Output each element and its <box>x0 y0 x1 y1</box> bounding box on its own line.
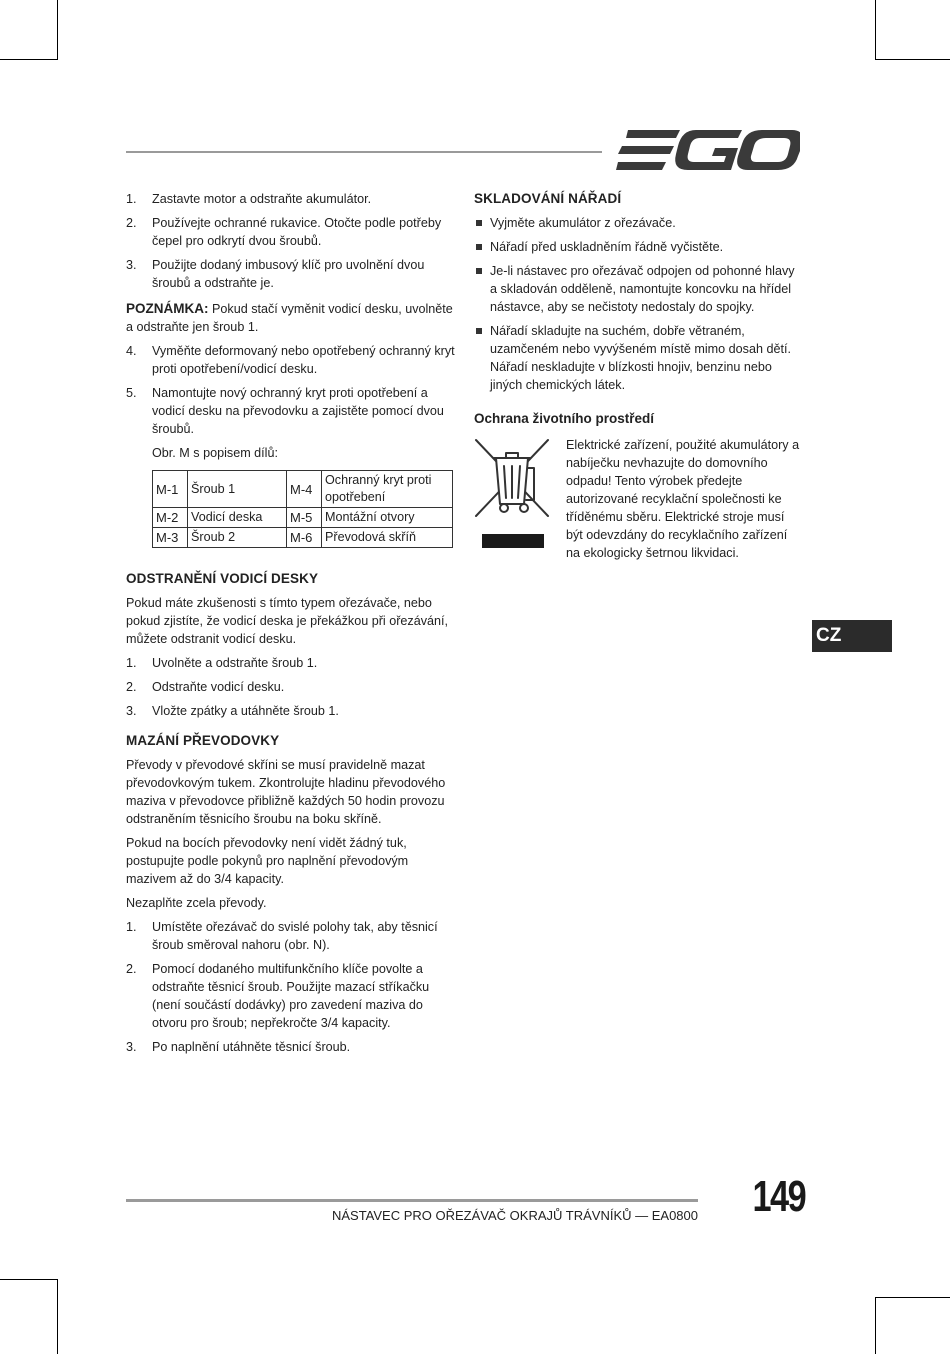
table-row <box>153 508 453 528</box>
crop-mark <box>875 59 950 60</box>
part-label: Převodová skříň <box>322 528 453 548</box>
crop-mark <box>0 59 58 60</box>
paragraph: Nezaplňte zcela převody. <box>126 896 267 910</box>
section-heading-storage: SKLADOVÁNÍ NÁŘADÍ <box>474 191 622 206</box>
list-item: 3. Po naplnění utáhněte těsnicí šroub. <box>126 1040 351 1054</box>
ego-logo <box>616 128 800 172</box>
part-code: M-5 <box>287 508 322 528</box>
crop-mark <box>57 0 58 60</box>
section-heading-environment: Ochrana životního prostředí <box>474 411 655 426</box>
list-item: 2. Pomocí dodaného multifunkčního klíče povolte a odstraňte těsnicí šroub. Použijte mazací stříkačku (není součástí dodávky) pro zavedení maziva do otvoru pro šroub; nepřekročte 3/4 kapacity. <box>126 962 430 1030</box>
part-label: Montážní otvory <box>322 508 453 528</box>
list-item: 2. Používejte ochranné rukavice. Otočte podle potřeby čepel pro odkrytí dvou šroubů. <box>126 216 442 248</box>
page-number: 149 <box>752 1172 806 1221</box>
note-label: POZNÁMKA: <box>126 301 209 316</box>
left-column <box>126 190 456 1062</box>
table-row <box>153 528 453 548</box>
list-item: Je-li nástavec pro ořezávač odpojen od pohonné hlavy a skladován odděleně, namontujte koncovku na hřídel nástavce, aby se nečistoty nedostaly do spojky. <box>474 262 800 316</box>
header-rule <box>126 151 602 153</box>
part-code: M-6 <box>287 528 322 548</box>
section-heading-gearbox-grease: MAZÁNÍ PŘEVODOVKY <box>126 733 280 748</box>
part-code: M-1 <box>153 471 188 508</box>
list-item: 1. Uvolněte a odstraňte šroub 1. <box>126 656 318 670</box>
list-item: Nářadí před uskladněním řádně vyčistěte. <box>474 238 800 256</box>
paragraph: Pokud máte zkušenosti s tímto typem ořezávače, nebo pokud zjistíte, že vodicí deska je překážkou při ořezávání, můžete odstranit vodicí desku. <box>126 596 449 646</box>
part-label: Vodicí deska <box>188 508 287 528</box>
part-label: Šroub 2 <box>188 528 287 548</box>
part-code: M-4 <box>287 471 322 508</box>
crop-mark <box>57 1279 58 1354</box>
part-label: Šroub 1 <box>188 471 287 508</box>
footer-title: NÁSTAVEC PRO OŘEZÁVAČ OKRAJŮ TRÁVNÍKŮ — EA0800 <box>331 1208 698 1223</box>
right-column <box>474 190 800 566</box>
figure-caption: Obr. M s popisem dílů: <box>152 446 278 460</box>
environment-text: Elektrické zařízení, použité akumulátory a nabíječku nevhazujte do domovního odpadu! Tento výrobek předejte autorizované recyklační společnosti ke tříděnému sběru. Elektrické stroje musí být odevzdány do recyklačního zařízení na ekologicky šetrnou likvidaci. <box>566 438 800 560</box>
crop-mark <box>875 0 876 60</box>
section-heading-remove-plate: ODSTRANĚNÍ VODICÍ DESKY <box>126 571 319 586</box>
paragraph: Převody v převodové skříni se musí pravidelně mazat převodovkovým tukem. Zkontrolujte hladinu převodového maziva v převodovce přibližně každých 50 hodin provozu odstraněním těsnicího šroubu na boku skříně. <box>126 758 446 826</box>
paragraph: Pokud na bocích převodovky není vidět žádný tuk, postupujte podle pokynů pro naplnění převodovým mazivem až do 3/4 kapacity. <box>126 836 409 886</box>
language-tab: CZ <box>812 620 892 652</box>
footer-rule <box>126 1199 698 1202</box>
crop-mark <box>875 1297 876 1354</box>
table-row <box>153 471 453 508</box>
list-item: 3. Vložte zpátky a utáhněte šroub 1. <box>126 704 339 718</box>
list-item: 4. Vyměňte deformovaný nebo opotřebený ochranný kryt proti opotřebení/vodicí desku. <box>126 344 455 376</box>
crossed-out-wheelie-bin-icon <box>474 438 550 550</box>
list-item: 5. Namontujte nový ochranný kryt proti opotřebení a vodicí desku na převodovku a zajistěte pomocí dvou šroubů. <box>126 386 444 436</box>
list-item: 1. Umístěte ořezávač do svislé polohy tak, aby těsnicí šroub směroval nahoru (obr. N). <box>126 920 438 952</box>
list-item: 3. Použijte dodaný imbusový klíč pro uvolnění dvou šroubů a odstraňte je. <box>126 258 425 290</box>
list-item: 2. Odstraňte vodicí desku. <box>126 680 285 694</box>
part-label: Ochranný kryt proti opotřebení <box>322 471 453 508</box>
crop-mark <box>875 1297 950 1298</box>
environment-block <box>474 436 800 566</box>
parts-table <box>152 470 453 548</box>
list-item: 1. Zastavte motor a odstraňte akumulátor. <box>126 192 372 206</box>
part-code: M-3 <box>153 528 188 548</box>
part-code: M-2 <box>153 508 188 528</box>
list-item: Vyjměte akumulátor z ořezávače. <box>474 214 800 232</box>
crop-mark <box>0 1279 58 1280</box>
note-paragraph: POZNÁMKA: Pokud stačí vyměnit vodicí desku, uvolněte a odstraňte jen šroub 1. <box>126 301 453 334</box>
list-item: Nářadí skladujte na suchém, dobře větraném, uzamčeném nebo vyvýšeném místě mimo dosah dětí. Nářadí neskladujte v blízkosti hnojiv, benzinu nebo jiných chemických látek. <box>474 322 800 394</box>
